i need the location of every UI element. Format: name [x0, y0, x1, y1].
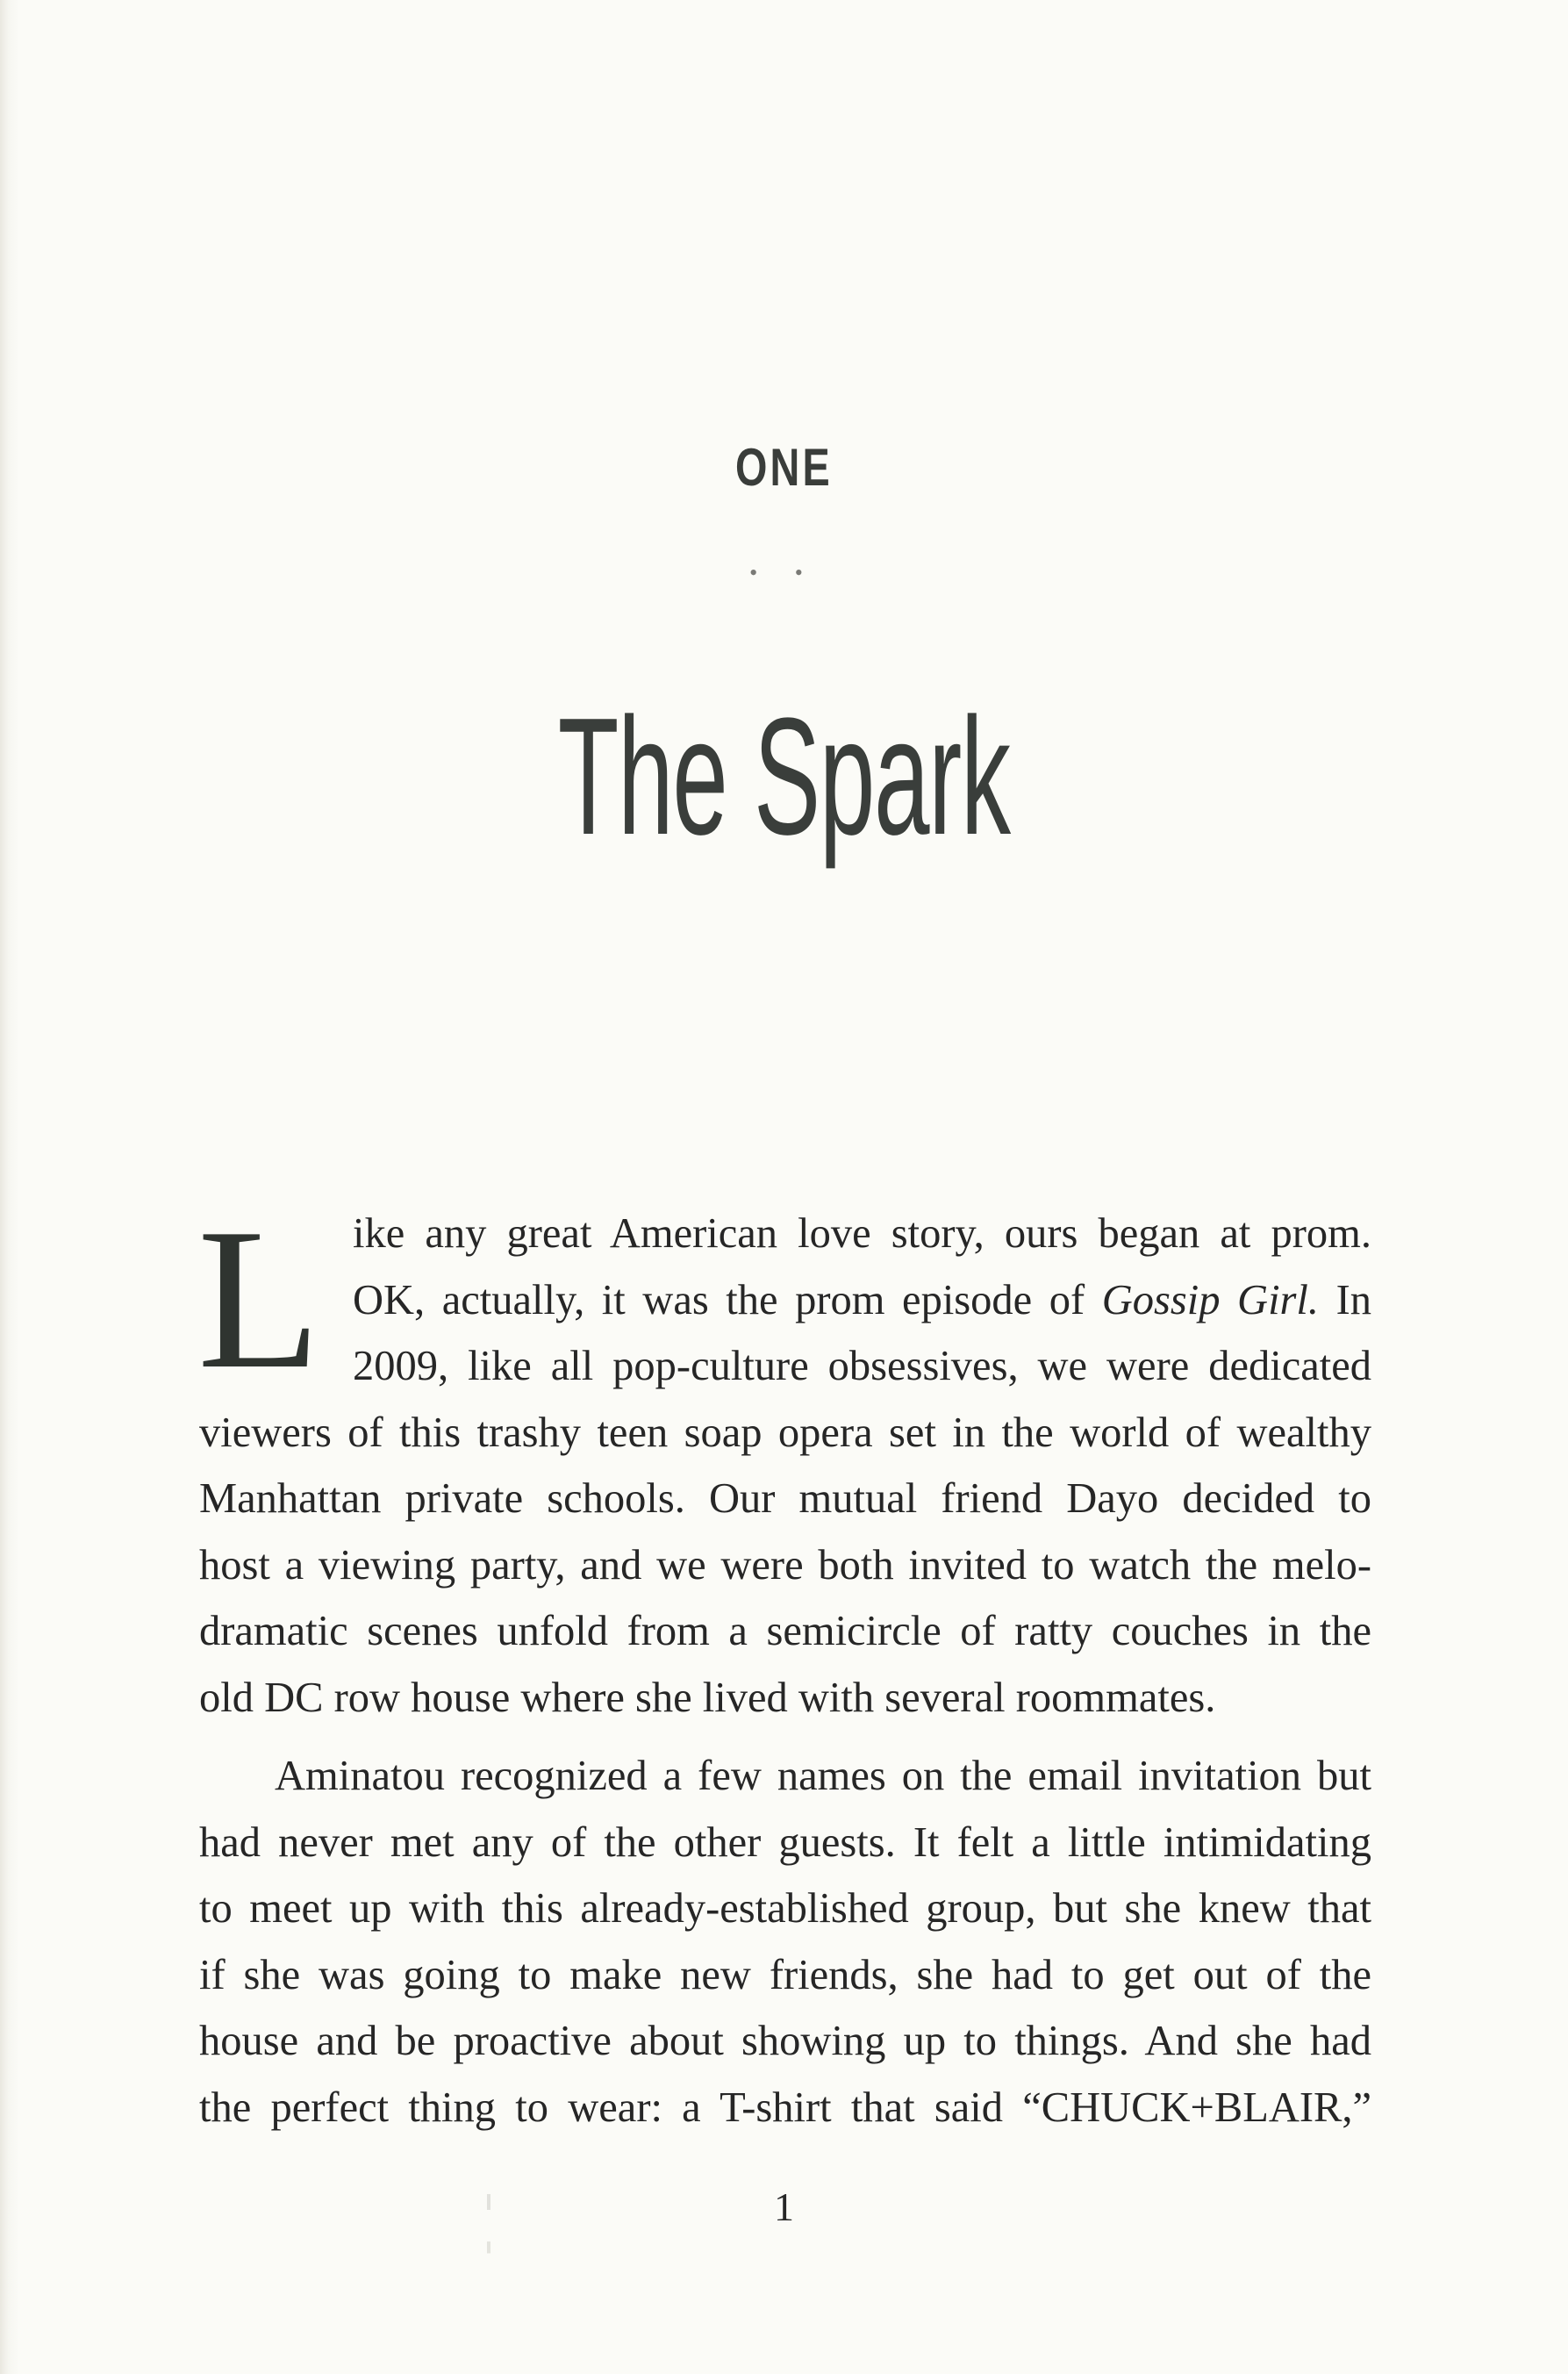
chapter-title: The Spark — [557, 684, 1010, 870]
text-line: if she was going to make new friends, she had to get out of the — [199, 1951, 1371, 1998]
text-line: house and be proactive about showing up to things. And she had — [199, 2018, 1371, 2064]
italic-title: Gossip Girl. — [1101, 1276, 1320, 1323]
text-segment: In — [1319, 1276, 1371, 1323]
body-text — [197, 1187, 1371, 2141]
paragraph-1 — [197, 1187, 1371, 1731]
text-line: old DC row house where she lived with several roommates. — [199, 1674, 1216, 1721]
chapter-ornament: • • — [749, 560, 819, 585]
text-line: Aminatou recognized a few names on the email invitation but — [275, 1753, 1371, 1799]
paragraph-2 — [199, 1743, 1371, 2141]
chapter-number: ONE — [734, 438, 833, 497]
text-line: Manhattan private schools. Our mutual friend Dayo decided to — [199, 1475, 1371, 1522]
dropcap-indented-lines — [197, 1187, 1371, 1410]
drop-cap: L — [197, 1187, 321, 1410]
text-line: host a viewing party, and we were both invited to watch the melo- — [199, 1541, 1371, 1589]
text-segment: OK, actually, it was the prom episode of — [353, 1276, 1102, 1323]
text-line: 2009, like all pop-culture obsessives, we were dedicated — [353, 1343, 1371, 1389]
text-line: ike any great American love story, ours began at prom. — [353, 1210, 1371, 1257]
text-line: dramatic scenes unfold from a semicircle of ratty couches in the — [199, 1608, 1371, 1654]
text-line: the perfect thing to wear: a T-shirt that said “CHUCK+BLAIR,” — [199, 2084, 1371, 2131]
page-number: 1 — [774, 2184, 794, 2229]
text-line: to meet up with this already-established group, but she knew that — [199, 1885, 1371, 1932]
text-line: had never met any of the other guests. It felt a little intimidating — [199, 1818, 1371, 1866]
text-line: viewers of this trashy teen soap opera set in the world of wealthy — [199, 1409, 1371, 1456]
text-line — [353, 1267, 1371, 1334]
